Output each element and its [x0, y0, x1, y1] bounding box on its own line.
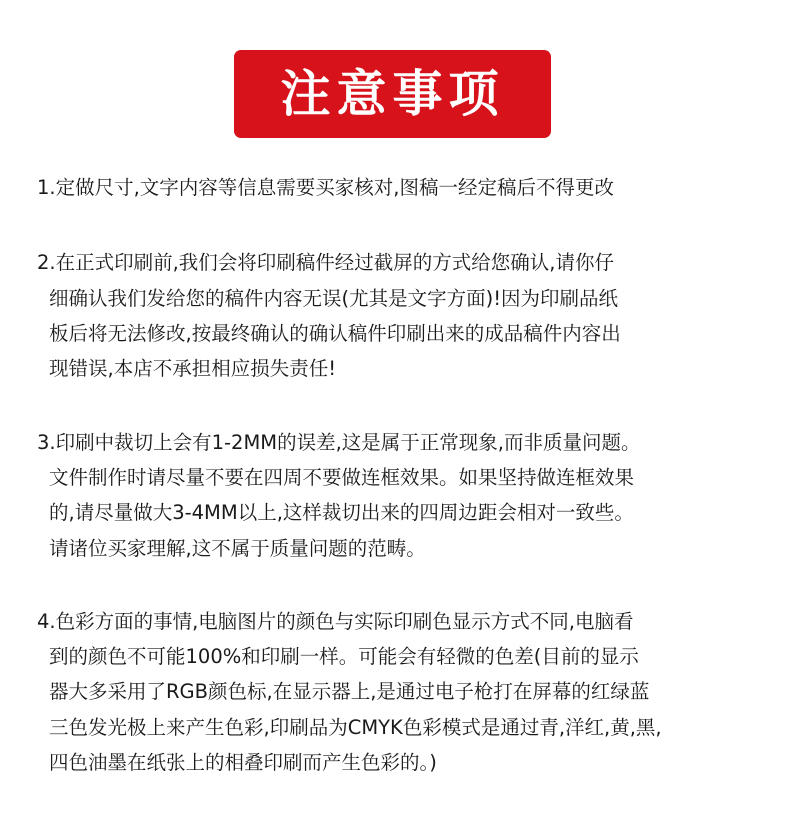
- note-4-line-1: 4.色彩方面的事情,电脑图片的颜色与实际印刷色显示方式不同,电脑看: [37, 610, 634, 633]
- note-3-line-2: 文件制作时请尽量不要在四周不要做连框效果。如果坚持做连框效果: [49, 466, 635, 489]
- title-banner: [234, 50, 551, 138]
- note-2-line-3: 板后将无法修改,按最终确认的确认稿件印刷出来的成品稿件内容出: [49, 322, 621, 345]
- note-1-line-1: 1.定做尺寸,文字内容等信息需要买家核对,图稿一经定稿后不得更改: [37, 176, 615, 199]
- page-title: 注意事项: [280, 65, 505, 123]
- note-3-line-1: 3.印刷中裁切上会有1-2MM的误差,这是属于正常现象,而非质量问题。: [37, 431, 641, 454]
- note-2-line-2: 细确认我们发给您的稿件内容无误(尤其是文字方面)!因为印刷品纸: [49, 287, 619, 310]
- note-4-line-2: 到的颜色不可能100%和印刷一样。可能会有轻微的色差(目前的显示: [49, 645, 639, 668]
- note-3-line-4: 请诸位买家理解,这不属于质量问题的范畴。: [49, 537, 426, 560]
- note-4-line-3: 器大多采用了RGB颜色标,在显示器上,是通过电子枪打在屏幕的红绿蓝: [49, 680, 650, 703]
- note-2-line-4: 现错误,本店不承担相应损失责任!: [49, 357, 337, 380]
- note-2-line-1: 2.在正式印刷前,我们会将印刷稿件经过截屏的方式给您确认,请你仔: [37, 251, 615, 274]
- note-4-line-4: 三色发光极上来产生色彩,印刷品为CMYK色彩模式是通过青,洋红,黄,黑,: [49, 716, 662, 739]
- note-3-line-3: 的,请尽量做大3-4MM以上,这样裁切出来的四周边距会相对一致些。: [49, 501, 634, 524]
- note-4-line-5: 四色油墨在纸张上的相叠印刷而产生色彩的。): [49, 751, 437, 774]
